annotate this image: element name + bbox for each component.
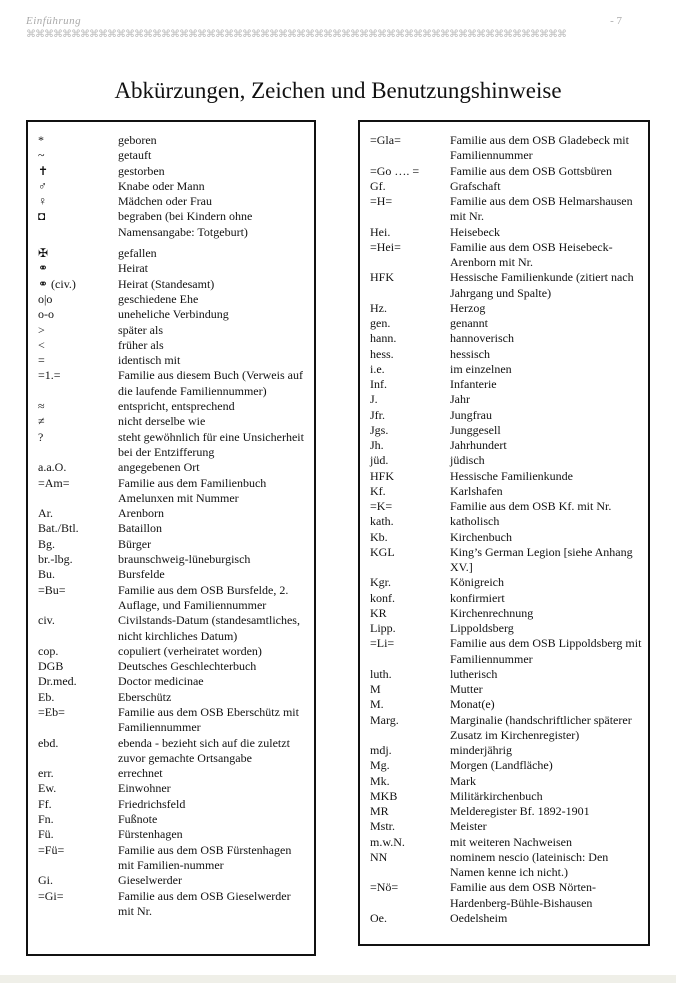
abbreviation-definition: lutherisch bbox=[450, 666, 498, 681]
abbreviation-term: MR bbox=[370, 804, 389, 818]
abbreviation-entry bbox=[370, 392, 648, 407]
abbreviation-definition: katholisch bbox=[450, 514, 500, 529]
abbreviation-term: DGB bbox=[38, 659, 64, 674]
abbreviation-definition: Familie aus dem OSB Gladebeck mit Familiennummer bbox=[450, 133, 629, 163]
abbreviation-entry bbox=[38, 460, 314, 475]
abbreviation-entry bbox=[370, 804, 648, 819]
abbreviation-entry bbox=[38, 613, 314, 644]
abbreviation-term: kath. bbox=[370, 514, 394, 529]
abbreviation-term: Gf. bbox=[370, 178, 386, 193]
abbreviation-definition: Bursfelde bbox=[118, 567, 165, 582]
abbreviation-entry bbox=[38, 261, 314, 276]
abbreviation-definition: ebenda - bezieht sich auf die zuletzt zuvor gemachte Ortsangabe bbox=[118, 735, 290, 765]
abbreviation-entry bbox=[38, 414, 314, 429]
abbreviation-term: =Hei= bbox=[370, 239, 401, 254]
abbreviation-definition: geschiedene Ehe bbox=[118, 291, 199, 306]
abbreviation-definition: Familie aus dem OSB Fürstenhagen mit Familien-nummer bbox=[118, 842, 292, 872]
page-title: Abkürzungen, Zeichen und Benutzungshinweise bbox=[114, 78, 562, 103]
abbreviation-term: o-o bbox=[38, 307, 54, 322]
abbreviation-entry bbox=[38, 307, 314, 322]
abbreviation-entry bbox=[370, 225, 648, 240]
abbreviation-term: HFK bbox=[370, 270, 395, 285]
abbreviation-entry bbox=[38, 766, 314, 781]
abbreviation-term: err. bbox=[38, 766, 54, 781]
abbreviation-term: gen. bbox=[370, 316, 391, 330]
abbreviation-definition: Grafschaft bbox=[450, 178, 501, 193]
abbreviation-definition: Familie aus dem OSB Eberschütz mit Familiennummer bbox=[118, 704, 299, 735]
abbreviation-entry bbox=[38, 812, 314, 827]
abbreviation-term: =Li= bbox=[370, 636, 395, 651]
abbreviation-entry bbox=[38, 323, 314, 338]
abbreviation-term: Hz. bbox=[370, 300, 387, 315]
abbreviation-definition: Familie aus dem OSB Bursfelde, 2. Auflage, und Familiennummer bbox=[118, 582, 289, 612]
abbreviation-term: m.w.N. bbox=[370, 834, 405, 849]
abbreviation-definition: Melderegister Bf. 1892-1901 bbox=[450, 804, 590, 818]
abbreviation-entry bbox=[370, 621, 648, 636]
abbreviation-term: HFK bbox=[370, 468, 395, 483]
abbreviation-definition: braunschweig-lüneburgisch bbox=[118, 552, 251, 567]
abbreviation-definition: jüdisch bbox=[450, 453, 485, 468]
abbreviation-term: konf. bbox=[370, 590, 395, 605]
abbreviation-definition: Mark bbox=[450, 773, 476, 788]
abbreviation-definition: Herzog bbox=[450, 300, 486, 315]
abbreviation-entry bbox=[38, 194, 314, 209]
abbreviation-entry bbox=[38, 537, 314, 552]
abbreviation-entry bbox=[38, 209, 314, 240]
abbreviation-entry bbox=[370, 880, 648, 911]
abbreviation-entry bbox=[38, 889, 314, 920]
abbreviation-term: > bbox=[38, 322, 45, 337]
abbreviation-term: Ew. bbox=[38, 781, 57, 796]
abbreviation-entry bbox=[370, 606, 648, 621]
abbreviation-definition: konfirmiert bbox=[450, 590, 505, 605]
page-number: - 7 bbox=[610, 15, 622, 27]
abbreviation-definition: hessisch bbox=[450, 346, 490, 361]
abbreviation-entry bbox=[38, 338, 314, 353]
abbreviation-term: M bbox=[370, 682, 381, 696]
abbreviation-definition: Eberschütz bbox=[118, 689, 172, 704]
abbreviation-list-right bbox=[358, 120, 650, 946]
abbreviation-definition: Monat(e) bbox=[450, 697, 495, 712]
abbreviation-definition: Friedrichsfeld bbox=[118, 796, 186, 811]
abbreviation-term: Jh. bbox=[370, 438, 384, 452]
abbreviation-definition: Familie aus dem OSB Kf. mit Nr. bbox=[450, 499, 612, 513]
abbreviation-definition: Civilstands-Datum (standesamtliches, nicht kirchliches Datum) bbox=[118, 613, 300, 643]
abbreviation-entry bbox=[370, 850, 648, 881]
abbreviation-entry bbox=[370, 697, 648, 712]
running-header-left: Einführung bbox=[26, 15, 82, 27]
abbreviation-term: =Nö= bbox=[370, 880, 399, 895]
abbreviation-entry bbox=[38, 659, 314, 674]
abbreviation-definition: begraben (bei Kindern ohne Namensangabe: Totgeburt) bbox=[118, 209, 253, 239]
abbreviation-term: Bg. bbox=[38, 536, 56, 551]
abbreviation-definition: später als bbox=[118, 322, 163, 337]
abbreviation-definition: früher als bbox=[118, 337, 164, 352]
abbreviation-term: M. bbox=[370, 697, 384, 712]
abbreviation-term: Eb. bbox=[38, 689, 55, 704]
abbreviation-term: i.e. bbox=[370, 361, 385, 376]
abbreviation-term: KGL bbox=[370, 544, 395, 559]
abbreviation-entry bbox=[370, 347, 648, 362]
abbreviation-definition: im einzelnen bbox=[450, 361, 512, 376]
abbreviation-definition: gestorben bbox=[118, 163, 165, 178]
abbreviation-definition: Einwohner bbox=[118, 781, 171, 796]
abbreviation-entry bbox=[38, 690, 314, 705]
abbreviation-entry bbox=[370, 774, 648, 789]
abbreviation-definition: Lippoldsberg bbox=[450, 621, 514, 635]
abbreviation-term: Mk. bbox=[370, 773, 390, 788]
abbreviation-definition: nicht derselbe wie bbox=[118, 414, 206, 429]
abbreviation-entry bbox=[38, 430, 314, 461]
abbreviation-definition: uneheliche Verbindung bbox=[118, 307, 229, 322]
abbreviation-term: =Go …. = bbox=[370, 163, 420, 178]
abbreviation-entry bbox=[370, 362, 648, 377]
abbreviation-definition: Fürstenhagen bbox=[118, 827, 183, 842]
abbreviation-definition: Fußnote bbox=[118, 812, 158, 827]
abbreviation-term: hess. bbox=[370, 346, 394, 361]
abbreviation-term: Bat./Btl. bbox=[38, 521, 79, 536]
abbreviation-entry bbox=[370, 835, 648, 850]
abbreviation-definition: Infanterie bbox=[450, 377, 497, 391]
abbreviation-entry bbox=[370, 469, 648, 484]
abbreviation-definition: Gieselwerder bbox=[118, 873, 182, 888]
abbreviation-definition: hannoverisch bbox=[450, 331, 514, 346]
abbreviation-entry bbox=[370, 758, 648, 773]
abbreviation-entry bbox=[370, 270, 648, 301]
page-bottom-edge bbox=[0, 975, 676, 983]
abbreviation-entry bbox=[370, 438, 648, 453]
abbreviation-definition: Kirchenrechnung bbox=[450, 605, 534, 620]
abbreviation-entry bbox=[38, 736, 314, 767]
abbreviation-definition: Militärkirchenbuch bbox=[450, 788, 543, 803]
abbreviation-term: Inf. bbox=[370, 377, 387, 391]
abbreviation-entry bbox=[370, 636, 648, 667]
abbreviation-definition: geboren bbox=[118, 133, 157, 147]
abbreviation-term: ≈ bbox=[38, 399, 45, 414]
abbreviation-term: hann. bbox=[370, 331, 397, 346]
abbreviation-entry bbox=[38, 843, 314, 874]
abbreviation-definition: Hessische Familienkunde (zitiert nach Jahrgang und Spalte) bbox=[450, 270, 634, 300]
abbreviation-definition: Heisebeck bbox=[450, 224, 500, 239]
abbreviation-term: ✝ bbox=[38, 163, 49, 178]
abbreviation-term: ⚭ (civ.) bbox=[38, 276, 76, 291]
abbreviation-term: Oe. bbox=[370, 910, 387, 925]
abbreviation-definition: copuliert (verheiratet worden) bbox=[118, 643, 262, 658]
abbreviation-term: o|o bbox=[38, 291, 53, 306]
abbreviation-definition: Familie aus dem OSB Helmarshausen mit Nr. bbox=[450, 194, 633, 224]
abbreviation-entry bbox=[370, 133, 648, 164]
abbreviation-entry bbox=[370, 194, 648, 225]
abbreviation-entry bbox=[38, 873, 314, 888]
abbreviation-term: Fü. bbox=[38, 827, 54, 842]
abbreviation-term: Jfr. bbox=[370, 407, 385, 422]
abbreviation-term: ≠ bbox=[38, 414, 45, 429]
abbreviation-definition: Bataillon bbox=[118, 521, 162, 536]
abbreviation-term: MKB bbox=[370, 788, 398, 803]
abbreviation-entry bbox=[370, 743, 648, 758]
abbreviation-definition: Jahr bbox=[450, 392, 470, 407]
abbreviation-entry bbox=[38, 827, 314, 842]
abbreviation-definition: Familie aus dem OSB Heisebeck-Arenborn mit Nr. bbox=[450, 239, 613, 269]
abbreviation-definition: identisch mit bbox=[118, 353, 181, 368]
abbreviation-term: Fn. bbox=[38, 812, 54, 827]
abbreviation-term: Bu. bbox=[38, 567, 56, 582]
abbreviation-term: =Gla= bbox=[370, 133, 401, 147]
abbreviation-term: J. bbox=[370, 392, 378, 407]
abbreviation-definition: getauft bbox=[118, 148, 152, 163]
abbreviation-term: ? bbox=[38, 429, 44, 444]
abbreviation-definition: Familie aus dem OSB Gieselwerder mit Nr. bbox=[118, 888, 291, 918]
abbreviation-definition: King’s German Legion [siehe Anhang XV.] bbox=[450, 544, 633, 574]
abbreviation-definition: Oedelsheim bbox=[450, 910, 508, 925]
abbreviation-definition: Familie aus dem OSB Gottsbüren bbox=[450, 163, 612, 178]
abbreviation-term: =K= bbox=[370, 499, 393, 513]
abbreviation-entry bbox=[38, 246, 314, 261]
abbreviation-definition: Heirat bbox=[118, 261, 148, 276]
abbreviation-definition: Mutter bbox=[450, 682, 483, 696]
abbreviation-definition: Kirchenbuch bbox=[450, 529, 512, 544]
abbreviation-entry bbox=[370, 667, 648, 682]
abbreviation-term: = bbox=[38, 353, 45, 368]
abbreviation-entry bbox=[38, 644, 314, 659]
abbreviation-entry bbox=[370, 484, 648, 499]
abbreviation-term: mdj. bbox=[370, 743, 392, 757]
abbreviation-entry bbox=[370, 819, 648, 834]
abbreviation-entry bbox=[370, 682, 648, 697]
abbreviation-definition: gefallen bbox=[118, 246, 157, 261]
abbreviation-term: Dr.med. bbox=[38, 674, 77, 689]
abbreviation-term: =1.= bbox=[38, 368, 61, 383]
abbreviation-term: jüd. bbox=[370, 453, 389, 468]
abbreviation-term: ~ bbox=[38, 148, 45, 163]
abbreviation-definition: Familie aus dem OSB Nörten-Hardenberg-Bühle-Bishausen bbox=[450, 880, 596, 910]
abbreviation-entry bbox=[370, 575, 648, 590]
abbreviation-entry bbox=[38, 277, 314, 292]
decorative-border: ⌘⌘⌘⌘⌘⌘⌘⌘⌘⌘⌘⌘⌘⌘⌘⌘⌘⌘⌘⌘⌘⌘⌘⌘⌘⌘⌘⌘⌘⌘⌘⌘⌘⌘⌘⌘⌘⌘⌘⌘⌘⌘⌘⌘⌘⌘⌘⌘⌘⌘⌘⌘⌘⌘⌘⌘⌘⌘⌘⌘ bbox=[26, 29, 566, 40]
abbreviation-entry bbox=[38, 506, 314, 521]
abbreviation-term: Ar. bbox=[38, 506, 53, 521]
abbreviation-term: Marg. bbox=[370, 712, 399, 727]
abbreviation-entry bbox=[370, 331, 648, 346]
abbreviation-definition: Knabe oder Mann bbox=[118, 178, 205, 193]
abbreviation-definition: Bürger bbox=[118, 536, 152, 551]
abbreviation-term: ebd. bbox=[38, 735, 59, 750]
abbreviation-definition: angegebenen Ort bbox=[118, 460, 200, 475]
abbreviation-term: < bbox=[38, 337, 45, 352]
abbreviation-term: Kf. bbox=[370, 483, 386, 498]
abbreviation-definition: entspricht, entsprechend bbox=[118, 399, 235, 414]
abbreviation-term: ✠ bbox=[38, 246, 49, 261]
abbreviation-definition: Familie aus dem OSB Lippoldsberg mit Familiennummer bbox=[450, 636, 642, 666]
abbreviation-term: civ. bbox=[38, 613, 55, 628]
abbreviation-term: ♀ bbox=[38, 194, 47, 209]
abbreviation-entry bbox=[370, 911, 648, 926]
abbreviation-term: br.-lbg. bbox=[38, 552, 73, 567]
abbreviation-definition: Jahrhundert bbox=[450, 438, 507, 452]
abbreviation-definition: errechnet bbox=[118, 766, 163, 781]
abbreviation-definition: Jungfrau bbox=[450, 407, 492, 422]
abbreviation-entry bbox=[370, 423, 648, 438]
abbreviation-entry bbox=[370, 789, 648, 804]
abbreviation-definition: Heirat (Standesamt) bbox=[118, 276, 215, 291]
abbreviation-definition: Meister bbox=[450, 819, 487, 834]
abbreviation-term: =Fü= bbox=[38, 842, 65, 857]
abbreviation-entry bbox=[38, 133, 314, 148]
abbreviation-entry bbox=[370, 453, 648, 468]
abbreviation-entry bbox=[38, 164, 314, 179]
abbreviation-term: cop. bbox=[38, 643, 59, 658]
abbreviation-term: NN bbox=[370, 849, 388, 864]
abbreviation-definition: minderjährig bbox=[450, 743, 512, 757]
abbreviation-entry bbox=[38, 292, 314, 307]
abbreviation-term: Mstr. bbox=[370, 819, 396, 834]
abbreviation-entry bbox=[370, 408, 648, 423]
abbreviation-definition: Hessische Familienkunde bbox=[450, 468, 573, 483]
abbreviation-term: Gi. bbox=[38, 873, 53, 888]
abbreviation-term: luth. bbox=[370, 666, 392, 681]
abbreviation-entry bbox=[370, 301, 648, 316]
abbreviation-term: KR bbox=[370, 605, 387, 620]
abbreviation-entry bbox=[370, 514, 648, 529]
abbreviation-entry bbox=[370, 240, 648, 271]
abbreviation-definition: Doctor medicinae bbox=[118, 674, 204, 689]
abbreviation-list-left bbox=[26, 120, 316, 956]
abbreviation-term: ♂ bbox=[38, 178, 47, 193]
abbreviation-definition: genannt bbox=[450, 316, 488, 330]
abbreviation-entry bbox=[38, 674, 314, 689]
abbreviation-entry bbox=[370, 499, 648, 514]
abbreviation-entry bbox=[370, 377, 648, 392]
abbreviation-definition: Königreich bbox=[450, 575, 504, 590]
abbreviation-term: Lipp. bbox=[370, 621, 396, 635]
abbreviation-definition: Karlshafen bbox=[450, 483, 503, 498]
abbreviation-definition: steht gewöhnlich für eine Unsicherheit bei der Entzifferung bbox=[118, 429, 304, 459]
abbreviation-term: Hei. bbox=[370, 224, 391, 239]
abbreviation-entry bbox=[370, 179, 648, 194]
abbreviation-entry bbox=[370, 545, 648, 576]
abbreviation-entry bbox=[370, 164, 648, 179]
abbreviation-term: ◘ bbox=[38, 209, 46, 224]
abbreviation-entry bbox=[38, 705, 314, 736]
abbreviation-definition: Junggesell bbox=[450, 422, 501, 437]
abbreviation-term: =Gi= bbox=[38, 888, 64, 903]
abbreviation-term: Kb. bbox=[370, 529, 388, 544]
abbreviation-entry bbox=[38, 567, 314, 582]
abbreviation-definition: Arenborn bbox=[118, 506, 164, 521]
abbreviation-entry bbox=[38, 368, 314, 399]
abbreviation-definition: Familie aus diesem Buch (Verweis auf die laufende Familiennummer) bbox=[118, 368, 303, 398]
abbreviation-entry bbox=[38, 353, 314, 368]
abbreviation-entry bbox=[38, 521, 314, 536]
abbreviation-entry bbox=[38, 781, 314, 796]
abbreviation-term: Jgs. bbox=[370, 422, 389, 437]
abbreviation-entry bbox=[370, 530, 648, 545]
abbreviation-definition: Deutsches Geschlechterbuch bbox=[118, 659, 257, 674]
abbreviation-term: =Am= bbox=[38, 475, 70, 490]
abbreviation-term: Kgr. bbox=[370, 575, 391, 590]
abbreviation-entry bbox=[38, 399, 314, 414]
abbreviation-definition: Familie aus dem Familienbuch Amelunxen mit Nummer bbox=[118, 475, 267, 505]
abbreviation-term: =Bu= bbox=[38, 582, 66, 597]
abbreviation-term: =Eb= bbox=[38, 704, 65, 719]
abbreviation-term: Mg. bbox=[370, 758, 390, 773]
abbreviation-entry bbox=[38, 797, 314, 812]
abbreviation-entry bbox=[38, 552, 314, 567]
abbreviation-definition: nominem nescio (lateinisch: Den Namen kenne ich nicht.) bbox=[450, 849, 609, 879]
abbreviation-term: ⚭ bbox=[38, 261, 49, 276]
abbreviation-definition: mit weiteren Nachweisen bbox=[450, 834, 572, 849]
abbreviation-entry bbox=[38, 148, 314, 163]
abbreviation-definition: Morgen (Landfläche) bbox=[450, 758, 553, 773]
abbreviation-term: Ff. bbox=[38, 796, 52, 811]
abbreviation-entry bbox=[38, 583, 314, 614]
abbreviation-term: =H= bbox=[370, 194, 393, 208]
abbreviation-term: * bbox=[38, 133, 44, 147]
abbreviation-term: a.a.O. bbox=[38, 460, 67, 475]
abbreviation-entry bbox=[38, 179, 314, 194]
abbreviation-definition: Marginalie (handschriftlicher späterer Zusatz im Kirchenregister) bbox=[450, 712, 632, 742]
abbreviation-entry bbox=[38, 476, 314, 507]
abbreviation-entry bbox=[370, 316, 648, 331]
abbreviation-entry bbox=[370, 713, 648, 744]
abbreviation-entry bbox=[370, 591, 648, 606]
abbreviation-definition: Mädchen oder Frau bbox=[118, 194, 212, 209]
